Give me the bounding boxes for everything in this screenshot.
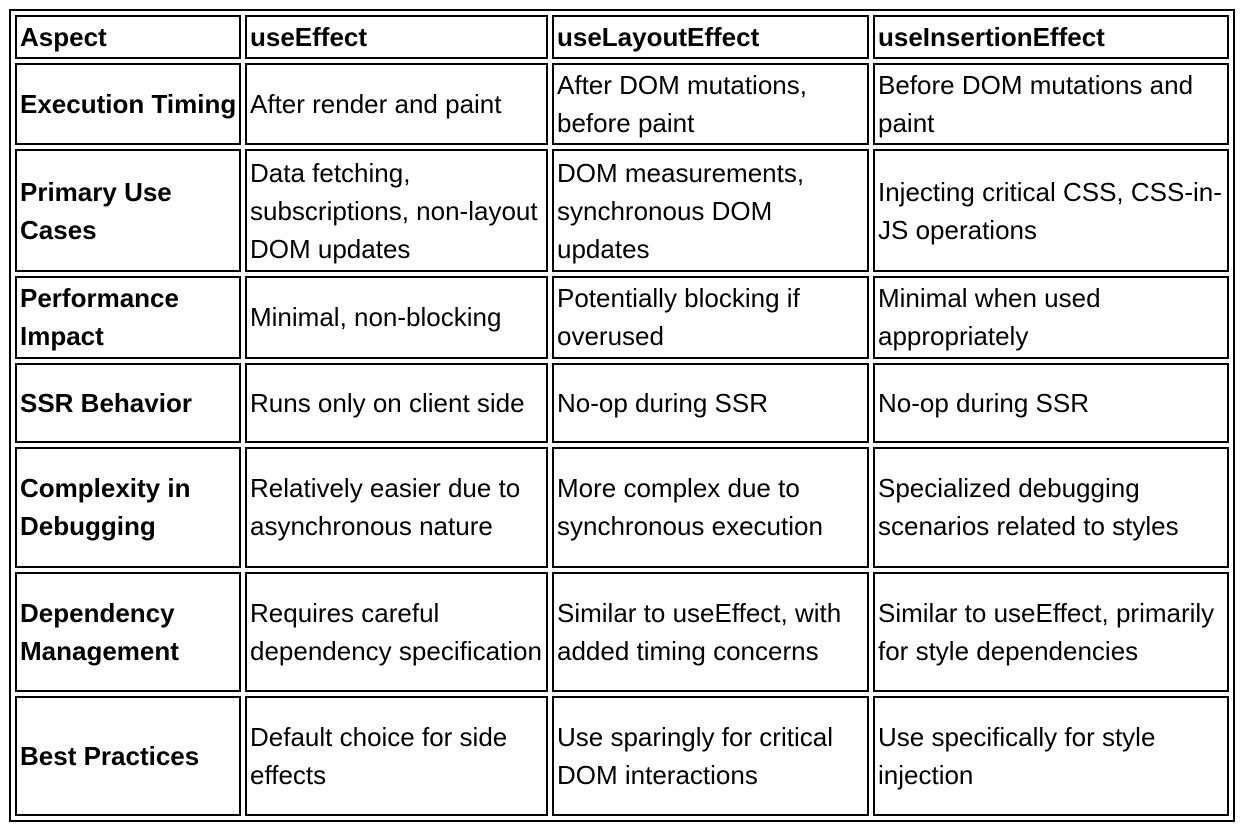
aspect-cell: Primary Use Cases: [15, 149, 241, 271]
useinsertioneffect-cell: Use specifically for style injection: [873, 696, 1229, 816]
table-row: [15, 572, 1229, 692]
useeffect-cell: Minimal, non-blocking: [245, 276, 548, 359]
header-useinsertioneffect: useInsertionEffect: [873, 15, 1229, 59]
comparison-table-frame: [9, 9, 1235, 822]
uselayouteffect-cell: More complex due to synchronous execution: [552, 447, 869, 567]
table-row: [15, 363, 1229, 444]
header-useeffect: useEffect: [245, 15, 548, 59]
aspect-cell: Performance Impact: [15, 276, 241, 359]
table-row: [15, 149, 1229, 271]
uselayouteffect-cell: After DOM mutations, before paint: [552, 63, 869, 146]
uselayouteffect-cell: No-op during SSR: [552, 363, 869, 444]
table-row: [15, 447, 1229, 567]
table-row: [15, 696, 1229, 816]
useeffect-cell: Requires careful dependency specification: [245, 572, 548, 692]
useeffect-cell: Data fetching, subscriptions, non-layout DOM updates: [245, 149, 548, 271]
useinsertioneffect-cell: No-op during SSR: [873, 363, 1229, 444]
useinsertioneffect-cell: Similar to useEffect, primarily for style dependencies: [873, 572, 1229, 692]
header-aspect: Aspect: [15, 15, 241, 59]
uselayouteffect-cell: Similar to useEffect, with added timing concerns: [552, 572, 869, 692]
hooks-comparison-table: [11, 11, 1233, 820]
aspect-cell: Best Practices: [15, 696, 241, 816]
uselayouteffect-cell: Use sparingly for critical DOM interactions: [552, 696, 869, 816]
useeffect-cell: Relatively easier due to asynchronous nature: [245, 447, 548, 567]
useinsertioneffect-cell: Injecting critical CSS, CSS-in-JS operations: [873, 149, 1229, 271]
useinsertioneffect-cell: Before DOM mutations and paint: [873, 63, 1229, 146]
useeffect-cell: After render and paint: [245, 63, 548, 146]
aspect-cell: Execution Timing: [15, 63, 241, 146]
useinsertioneffect-cell: Minimal when used appropriately: [873, 276, 1229, 359]
aspect-cell: Dependency Management: [15, 572, 241, 692]
useeffect-cell: Default choice for side effects: [245, 696, 548, 816]
useinsertioneffect-cell: Specialized debugging scenarios related to styles: [873, 447, 1229, 567]
header-uselayouteffect: useLayoutEffect: [552, 15, 869, 59]
table-row: [15, 276, 1229, 359]
aspect-cell: Complexity in Debugging: [15, 447, 241, 567]
table-header-row: [15, 15, 1229, 59]
uselayouteffect-cell: DOM measurements, synchronous DOM updates: [552, 149, 869, 271]
aspect-cell: SSR Behavior: [15, 363, 241, 444]
useeffect-cell: Runs only on client side: [245, 363, 548, 444]
uselayouteffect-cell: Potentially blocking if overused: [552, 276, 869, 359]
table-row: [15, 63, 1229, 146]
